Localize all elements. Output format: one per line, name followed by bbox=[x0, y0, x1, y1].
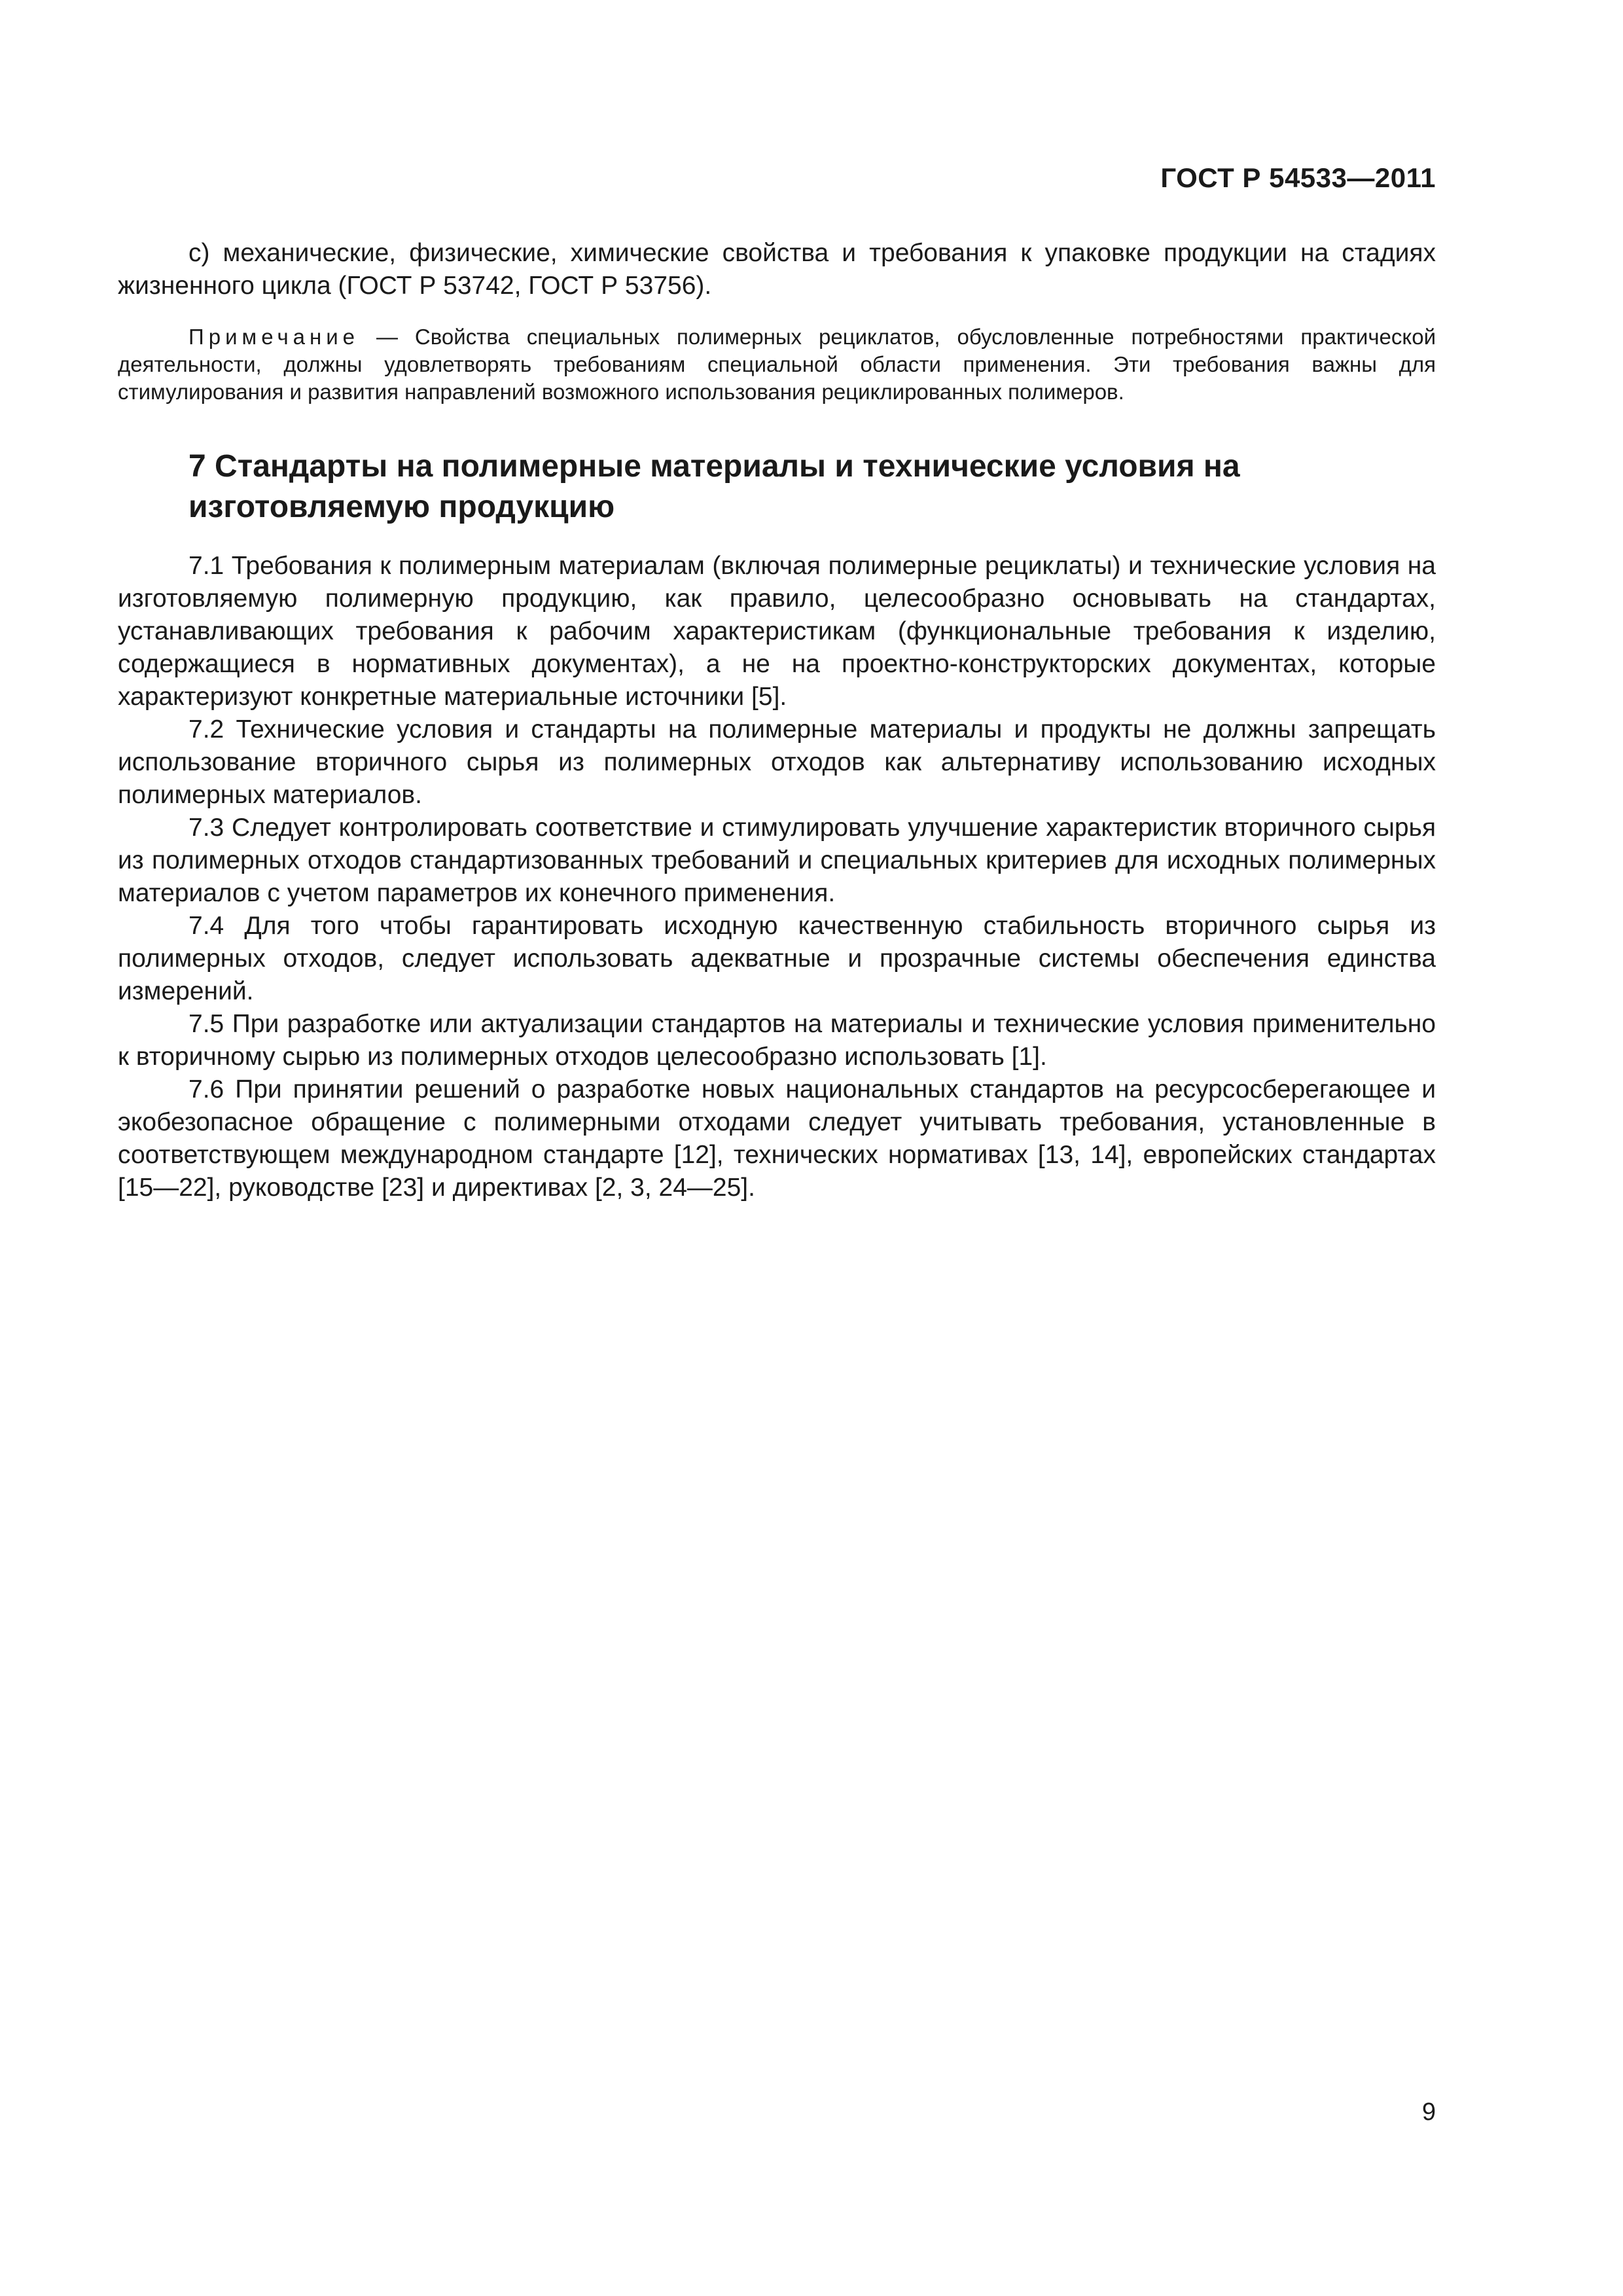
note-text: — Свойства специальных полимерных рециклатов, обусловленные потребностями практической деятельности, должны удовлетворять требованиям специальной области применения. Эти требования важны для стимулирования и развития направлений возможного использования рециклированных полимеров. bbox=[118, 325, 1436, 404]
page-content bbox=[118, 237, 1436, 1204]
page-number: 9 bbox=[1421, 2098, 1436, 2126]
list-item-c: c) механические, физические, химические свойства и требования к упаковке продукции на стадиях жизненного цикла (ГОСТ Р 53742, ГОСТ Р 53756). bbox=[118, 239, 1436, 300]
section-7-title: 7 Стандарты на полимерные материалы и технические условия на изготовляемую продукцию bbox=[188, 449, 1240, 524]
note-paragraph bbox=[118, 323, 1436, 406]
paragraph-7-1: 7.1 Требования к полимерным материалам (включая полимерные рециклаты) и технические условия на изготовляемую полимерную продукцию, как правило, целесообразно основывать на стандартах, устанавливающих требования к рабочим характеристикам (функциональные требования к изделию, содержащиеся в нормативных документах), а не на проектно-конструкторских документах, которые характеризуют конкретные материальные источники [5]. bbox=[118, 552, 1436, 711]
paragraph-7-3: 7.3 Следует контролировать соответствие и стимулировать улучшение характеристик вторичного сырья из полимерных отходов стандартизованных требований и специальных критериев для исходных полимерных материалов с учетом параметров их конечного применения. bbox=[118, 814, 1436, 907]
paragraph-7-4: 7.4 Для того чтобы гарантировать исходную качественную стабильность вторичного сырья из полимерных отходов, следует использовать адекватные и прозрачные системы обеспечения единства измерений. bbox=[118, 912, 1436, 1005]
note-label: Примечание bbox=[188, 325, 360, 349]
paragraph-7-5: 7.5 При разработке или актуализации стандартов на материалы и технические условия применительно к вторичному сырью из полимерных отходов целесообразно использовать [1]. bbox=[118, 1010, 1436, 1071]
paragraph-7-2: 7.2 Технические условия и стандарты на полимерные материалы и продукты не должны запрещать использование вторичного сырья из полимерных отходов как альтернативу использованию исходных полимерных материалов. bbox=[118, 715, 1436, 809]
paragraph-7-6: 7.6 При принятии решений о разработке новых национальных стандартов на ресурсосберегающее и экобезопасное обращение с полимерными отходами следует учитывать требования, установленные в соответствующем международном стандарте [12], технических нормативах [13, 14], европейских стандартах [15—22], руководстве [23] и директивах [2, 3, 24—25]. bbox=[118, 1075, 1436, 1202]
document-header-standard-id: ГОСТ Р 54533—2011 bbox=[1160, 162, 1436, 193]
